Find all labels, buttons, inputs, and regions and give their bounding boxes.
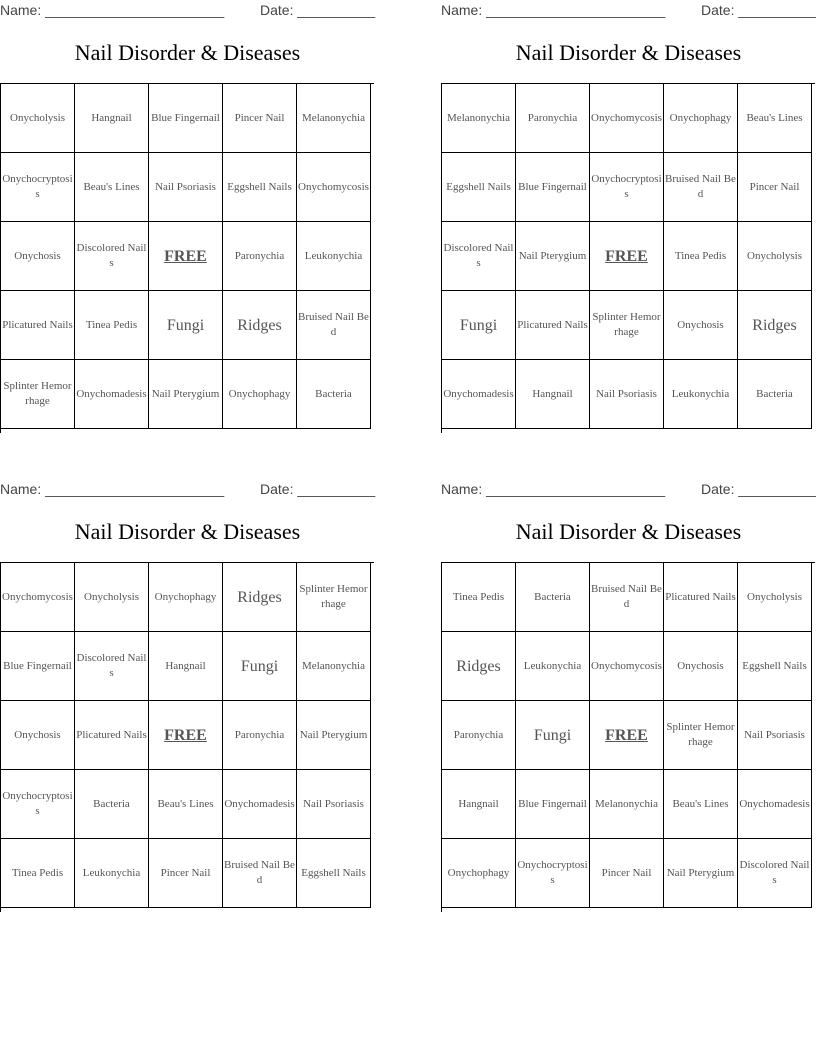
bingo-card xyxy=(441,0,816,440)
bingo-cell: Bacteria xyxy=(75,770,149,839)
bingo-cell: Onychosis xyxy=(1,701,75,770)
bingo-card xyxy=(0,479,375,919)
bingo-cell: Onychophagy xyxy=(664,84,738,153)
bingo-cell: Nail Pterygium xyxy=(516,222,590,291)
bingo-cell: Splinter Hemorrhage xyxy=(1,360,75,429)
bingo-cell: Paronychia xyxy=(223,222,297,291)
bingo-cell: Beau's Lines xyxy=(75,153,149,222)
bingo-cell: Splinter Hemorrhage xyxy=(590,291,664,360)
bingo-cell: Nail Psoriasis xyxy=(590,360,664,429)
bingo-cell: Onychomycosis xyxy=(590,84,664,153)
bingo-cell: Discolored Nails xyxy=(738,839,812,908)
bingo-cell: Onychosis xyxy=(1,222,75,291)
bingo-cell: Onychomadesis xyxy=(223,770,297,839)
bingo-cell: Paronychia xyxy=(223,701,297,770)
bingo-cell: Nail Psoriasis xyxy=(297,770,371,839)
bingo-cell: Ridges xyxy=(738,291,812,360)
bingo-cell: Tinea Pedis xyxy=(1,839,75,908)
bingo-cell: Pincer Nail xyxy=(590,839,664,908)
bingo-cell: Tinea Pedis xyxy=(442,563,516,632)
bingo-cell: Onychomycosis xyxy=(1,563,75,632)
bingo-cell: Plicatured Nails xyxy=(75,701,149,770)
bingo-cell: Nail Psoriasis xyxy=(738,701,812,770)
bingo-cell: Plicatured Nails xyxy=(664,563,738,632)
bingo-cell: Bacteria xyxy=(516,563,590,632)
bingo-cell: Splinter Hemorrhage xyxy=(664,701,738,770)
bingo-cell: Hangnail xyxy=(75,84,149,153)
card-header xyxy=(441,481,816,501)
bingo-cell: Onychocryptosis xyxy=(1,770,75,839)
bingo-cell: Beau's Lines xyxy=(664,770,738,839)
bingo-cell: Melanonychia xyxy=(297,632,371,701)
bingo-cell: Ridges xyxy=(223,563,297,632)
bingo-grid xyxy=(0,562,374,912)
bingo-cell: Nail Pterygium xyxy=(297,701,371,770)
bingo-cell: Onycholysis xyxy=(1,84,75,153)
bingo-cell: Paronychia xyxy=(516,84,590,153)
bingo-cell: Leukonychia xyxy=(516,632,590,701)
bingo-cell: Eggshell Nails xyxy=(738,632,812,701)
bingo-cell: Bruised Nail Bed xyxy=(297,291,371,360)
bingo-cell: Blue Fingernail xyxy=(516,153,590,222)
card-header xyxy=(0,2,375,22)
bingo-cell: Onychomycosis xyxy=(297,153,371,222)
bingo-cell: Onycholysis xyxy=(738,222,812,291)
bingo-grid xyxy=(441,83,815,433)
bingo-grid xyxy=(0,83,374,433)
bingo-cell: Discolored Nails xyxy=(75,632,149,701)
bingo-cell: Bacteria xyxy=(297,360,371,429)
card-title: Nail Disorder & Diseases xyxy=(515,519,742,544)
bingo-grid xyxy=(441,562,815,912)
bingo-cell: Bacteria xyxy=(738,360,812,429)
bingo-cell: Onychophagy xyxy=(223,360,297,429)
bingo-cell: Fungi xyxy=(223,632,297,701)
free-space: FREE xyxy=(149,222,223,291)
bingo-cell: Onycholysis xyxy=(75,563,149,632)
bingo-cell: Leukonychia xyxy=(297,222,371,291)
bingo-cell: Ridges xyxy=(223,291,297,360)
bingo-cell: Blue Fingernail xyxy=(1,632,75,701)
bingo-cell: Melanonychia xyxy=(297,84,371,153)
name-field: Name: _______________________ xyxy=(0,2,225,18)
bingo-cell: Onychocryptosis xyxy=(1,153,75,222)
bingo-cell: Pincer Nail xyxy=(149,839,223,908)
bingo-cell: Onychomycosis xyxy=(590,632,664,701)
date-field: Date: __________ xyxy=(701,2,816,18)
bingo-cell: Blue Fingernail xyxy=(149,84,223,153)
free-space: FREE xyxy=(590,701,664,770)
bingo-cell: Leukonychia xyxy=(664,360,738,429)
bingo-cell: Onycholysis xyxy=(738,563,812,632)
bingo-cell: Paronychia xyxy=(442,701,516,770)
bingo-cell: Eggshell Nails xyxy=(297,839,371,908)
bingo-cell: Hangnail xyxy=(516,360,590,429)
bingo-cell: Melanonychia xyxy=(590,770,664,839)
bingo-card xyxy=(0,0,375,440)
bingo-cell: Eggshell Nails xyxy=(223,153,297,222)
name-field: Name: _______________________ xyxy=(441,481,666,497)
bingo-cell: Splinter Hemorrhage xyxy=(297,563,371,632)
bingo-cell: Nail Pterygium xyxy=(664,839,738,908)
bingo-cell: Nail Pterygium xyxy=(149,360,223,429)
name-field: Name: _______________________ xyxy=(0,481,225,497)
bingo-cell: Bruised Nail Bed xyxy=(590,563,664,632)
date-field: Date: __________ xyxy=(260,481,376,497)
name-field: Name: _______________________ xyxy=(441,2,666,18)
card-header xyxy=(0,481,375,501)
bingo-cell: Beau's Lines xyxy=(149,770,223,839)
bingo-cell: Onychomadesis xyxy=(75,360,149,429)
bingo-cell: Beau's Lines xyxy=(738,84,812,153)
bingo-cell: Onychophagy xyxy=(442,839,516,908)
bingo-cell: Discolored Nails xyxy=(442,222,516,291)
card-header xyxy=(441,2,816,22)
bingo-cell: Onychocryptosis xyxy=(590,153,664,222)
bingo-cell: Onychosis xyxy=(664,291,738,360)
bingo-cell: Fungi xyxy=(442,291,516,360)
bingo-cell: Ridges xyxy=(442,632,516,701)
bingo-cell: Bruised Nail Bed xyxy=(223,839,297,908)
bingo-cell: Onychocryptosis xyxy=(516,839,590,908)
bingo-cell: Hangnail xyxy=(149,632,223,701)
bingo-cell: Tinea Pedis xyxy=(75,291,149,360)
bingo-cell: Plicatured Nails xyxy=(516,291,590,360)
card-title: Nail Disorder & Diseases xyxy=(74,519,301,544)
bingo-cell: Nail Psoriasis xyxy=(149,153,223,222)
free-space: FREE xyxy=(149,701,223,770)
bingo-cell: Fungi xyxy=(149,291,223,360)
date-field: Date: __________ xyxy=(701,481,816,497)
free-space: FREE xyxy=(590,222,664,291)
bingo-card xyxy=(441,479,816,919)
card-title: Nail Disorder & Diseases xyxy=(74,40,301,65)
bingo-cell: Fungi xyxy=(516,701,590,770)
bingo-cell: Pincer Nail xyxy=(738,153,812,222)
card-title: Nail Disorder & Diseases xyxy=(515,40,742,65)
bingo-cell: Onychosis xyxy=(664,632,738,701)
bingo-cell: Plicatured Nails xyxy=(1,291,75,360)
bingo-cell: Leukonychia xyxy=(75,839,149,908)
bingo-cell: Eggshell Nails xyxy=(442,153,516,222)
bingo-cell: Blue Fingernail xyxy=(516,770,590,839)
bingo-cell: Tinea Pedis xyxy=(664,222,738,291)
bingo-cell: Onychophagy xyxy=(149,563,223,632)
bingo-cell: Onychomadesis xyxy=(738,770,812,839)
bingo-cell: Hangnail xyxy=(442,770,516,839)
bingo-cell: Discolored Nails xyxy=(75,222,149,291)
bingo-cell: Pincer Nail xyxy=(223,84,297,153)
bingo-cell: Bruised Nail Bed xyxy=(664,153,738,222)
date-field: Date: __________ xyxy=(260,2,376,18)
bingo-cell: Melanonychia xyxy=(442,84,516,153)
bingo-cell: Onychomadesis xyxy=(442,360,516,429)
